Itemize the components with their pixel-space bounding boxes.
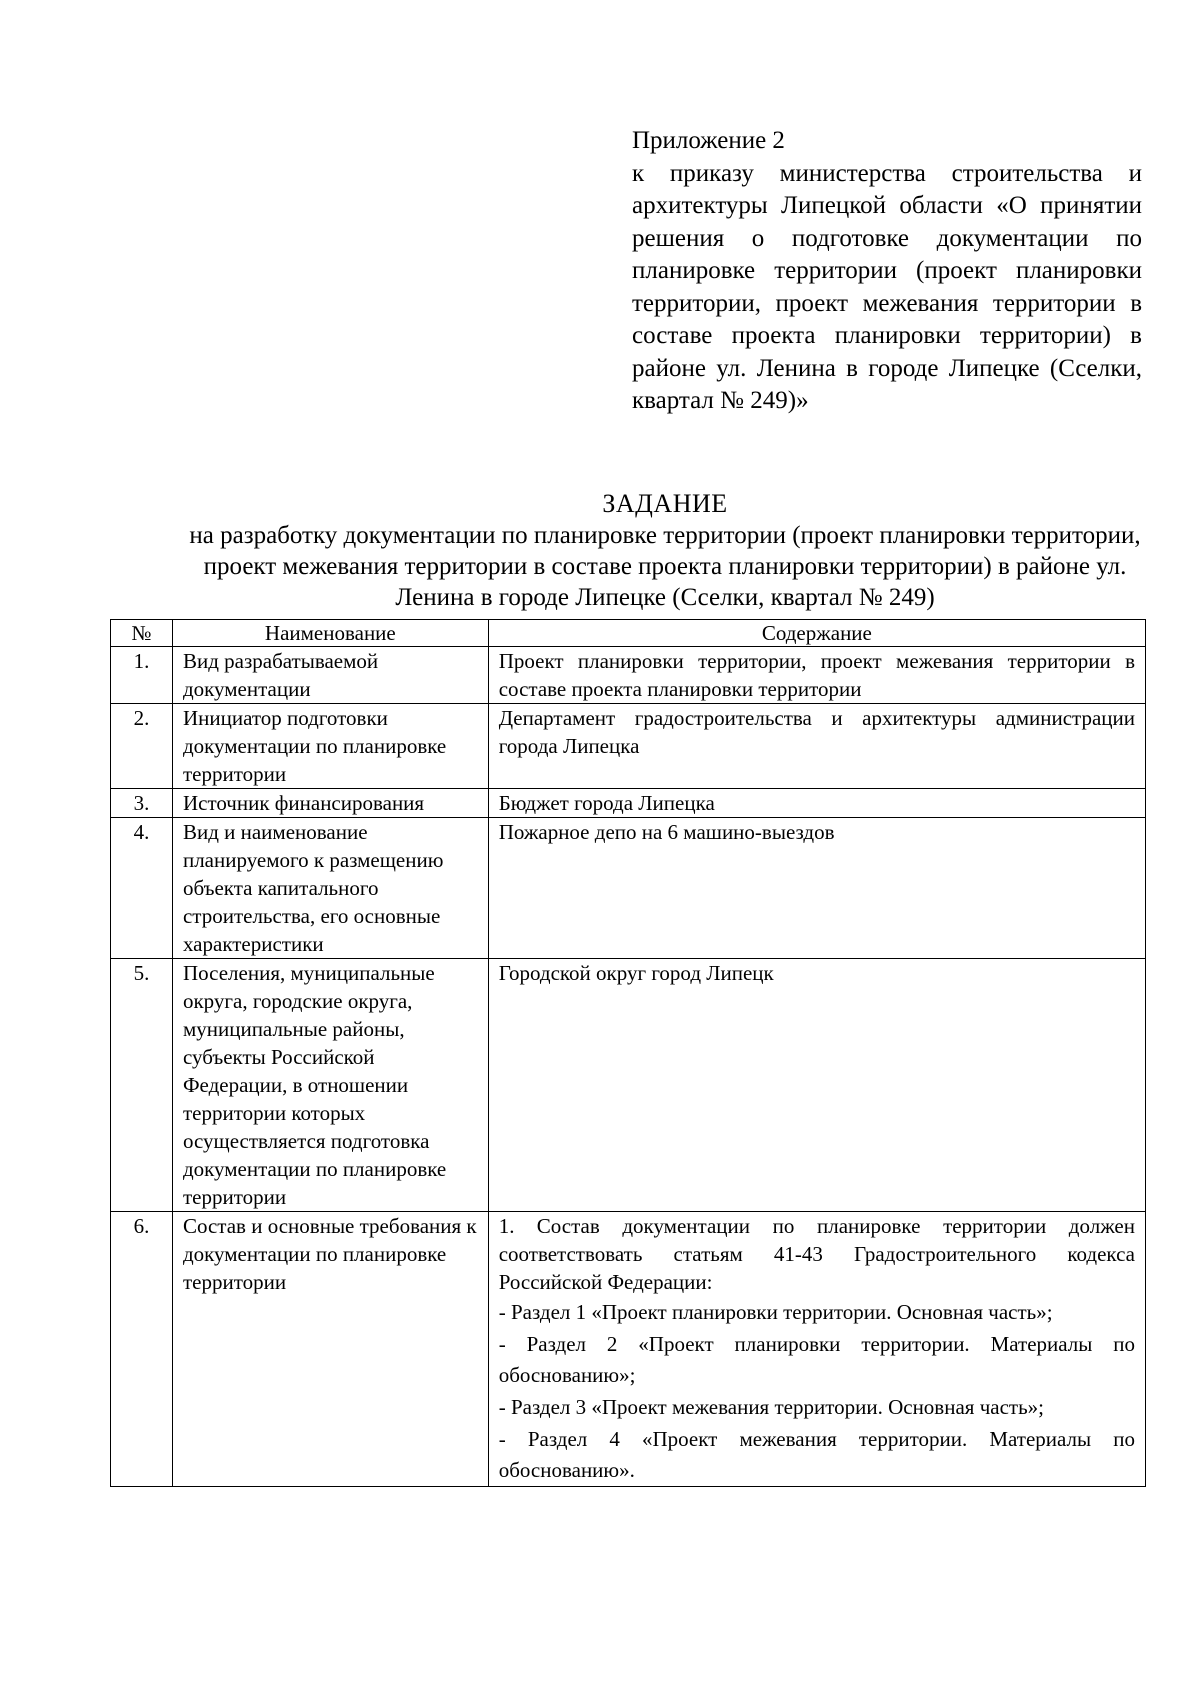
table-row	[111, 959, 1146, 1212]
header-num: №	[111, 620, 173, 647]
document-title: ЗАДАНИЕ	[602, 489, 728, 518]
header-name: Наименование	[172, 620, 488, 647]
row-name: Источник финансирования	[172, 789, 488, 818]
row-num: 6.	[111, 1212, 173, 1487]
row-name: Вид и наименование планируемого к размещению объекта капитального строительства, его основные характеристики	[172, 818, 488, 959]
appendix-text: к приказу министерства строительства и архитектуры Липецкой области «О принятии решения о подготовке документации по планировке территории (проект планировки территории, проект межевания территории в составе проекта планировки территории) в районе ул. Ленина в городе Липецке (Сселки, квартал № 249)»	[632, 159, 1142, 414]
row-num: 5.	[111, 959, 173, 1212]
row-content	[488, 647, 1145, 704]
table-row	[111, 789, 1146, 818]
table-row	[111, 818, 1146, 959]
row-num: 3.	[111, 789, 173, 818]
table-row	[111, 647, 1146, 704]
row-content-text: Департамент градостроительства и архитектуры администрации города Липецка	[498, 706, 1135, 758]
row-content	[488, 959, 1145, 1212]
table-row	[111, 1212, 1146, 1487]
task-table	[110, 619, 1146, 1487]
row-name: Состав и основные требования к документации по планировке территории	[172, 1212, 488, 1487]
row-num: 4.	[111, 818, 173, 959]
row-content-text: Городской округ город Липецк	[498, 961, 774, 985]
row-name: Поселения, муниципальные округа, городские округа, муниципальные районы, субъекты Российской Федерации, в отношении территории которых осуществляется подготовка документации по планировке территории	[172, 959, 488, 1212]
row-name: Инициатор подготовки документации по планировке территории	[172, 704, 488, 789]
intro-number: 1.	[498, 1214, 515, 1238]
row-content	[488, 704, 1145, 789]
document-title-block	[100, 488, 1200, 613]
document-subtitle: на разработку документации по планировке территории (проект планировки территории, проект межевания территории в составе проекта планировки территории) в районе ул. Ленина в городе Липецке (Сселки, квартал № 249)	[189, 522, 1141, 611]
section-list-item: - Раздел 3 «Проект межевания территории. Основная часть»;	[498, 1395, 1044, 1419]
row-content-text: Проект планировки территории, проект межевания территории в составе проекта планировки территории	[498, 649, 1135, 701]
row-content-text: Пожарное депо на 6 машино-выездов	[498, 820, 835, 844]
composition-intro	[499, 1212, 1135, 1296]
header-content: Содержание	[488, 620, 1145, 647]
intro-text: Состав документации по планировке территории должен соответствовать статьям 41-43 Градостроительного кодекса Российской Федерации:	[498, 1214, 1135, 1294]
row-content	[488, 1212, 1145, 1487]
appendix-label: Приложение 2	[632, 127, 785, 154]
appendix-header	[632, 125, 1142, 418]
row-content	[488, 789, 1145, 818]
section-list-item: - Раздел 1 «Проект планировки территории. Основная часть»;	[498, 1300, 1053, 1324]
section-list-item: - Раздел 2 «Проект планировки территории. Материалы по обоснованию»;	[498, 1332, 1135, 1387]
row-name: Вид разрабатываемой документации	[172, 647, 488, 704]
section-list-item: - Раздел 4 «Проект межевания территории. Материалы по обоснованию».	[498, 1427, 1135, 1482]
row-content	[488, 818, 1145, 959]
row-content-text: Бюджет города Липецка	[498, 791, 715, 815]
row-num: 2.	[111, 704, 173, 789]
table-header-row	[111, 620, 1146, 647]
table-row	[111, 704, 1146, 789]
row-num: 1.	[111, 647, 173, 704]
